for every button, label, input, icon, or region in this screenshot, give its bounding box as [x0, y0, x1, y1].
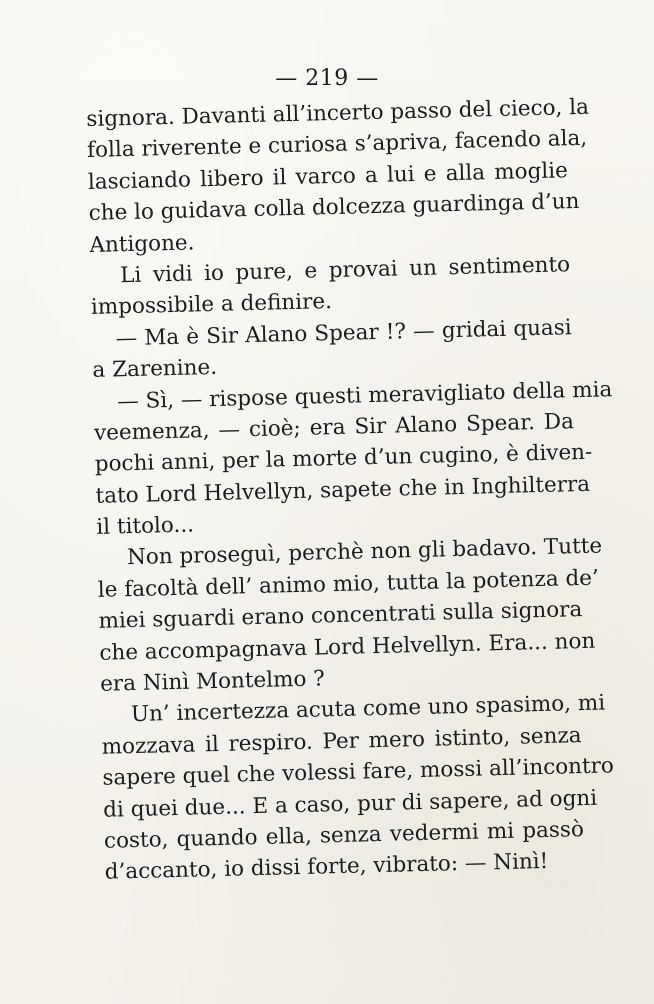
text-line: le facoltà dell’ animo mio, tutta la potenza de’ — [97, 565, 600, 603]
text-line: Un’ incertezza acuta come uno spasimo, mi — [130, 690, 606, 728]
text-line: il titolo... — [96, 512, 195, 540]
page-number: — 219 — — [275, 66, 379, 91]
text-line: impossibile a definire. — [90, 289, 333, 321]
text-line: d’accanto, io dissi forte, vibrato: — Ninì! — [104, 849, 549, 886]
text-line: folla riverente e curiosa s’apriva, facendo ala, — [86, 126, 588, 164]
text-line: a Zarenine. — [92, 355, 218, 384]
text-line: mozzava il respiro. Per mero istinto, senza — [101, 722, 582, 760]
text-line: Li vidi io pure, e provai un sentimento — [119, 252, 571, 289]
text-line: miei sguardi erano concentrati sulla signora — [98, 597, 583, 635]
text-line: di quei due... E a caso, pur di sapere, ad ogni — [102, 785, 598, 823]
text-line: che accompagnava Lord Helvellyn. Era... non — [99, 628, 596, 666]
text-line: sapere quel che volessi fare, mossi all’incontro — [102, 753, 615, 791]
text-line: pochi anni, per la morte d’un cugino, è diven- — [94, 440, 593, 478]
body-text — [86, 92, 615, 888]
text-line: che lo guidava colla dolcezza guardinga d’un — [88, 189, 580, 227]
text-line: — Sì, — rispose questi meravigliato della mia — [116, 376, 613, 414]
text-line: signora. Davanti all’incerto passo del cieco, la — [86, 94, 590, 132]
text-line: Non proseguì, perchè non gli badavo. Tutte — [126, 533, 603, 571]
text-line: costo, quando ella, senza vedermi mi passò — [103, 817, 585, 854]
text-line: Antigone. — [89, 229, 195, 258]
text-line: lasciando libero il varco a lui e alla moglie — [87, 158, 569, 195]
text-line: tato Lord Helvellyn, sapete che in Inghilterra — [95, 471, 591, 509]
text-line: veemenza, — cioè; era Sir Alano Spear. Da — [93, 409, 575, 446]
text-line: era Ninì Montelmo ? — [99, 666, 326, 697]
text-line: — Ma è Sir Alano Spear !? — gridai quasi — [115, 314, 572, 352]
